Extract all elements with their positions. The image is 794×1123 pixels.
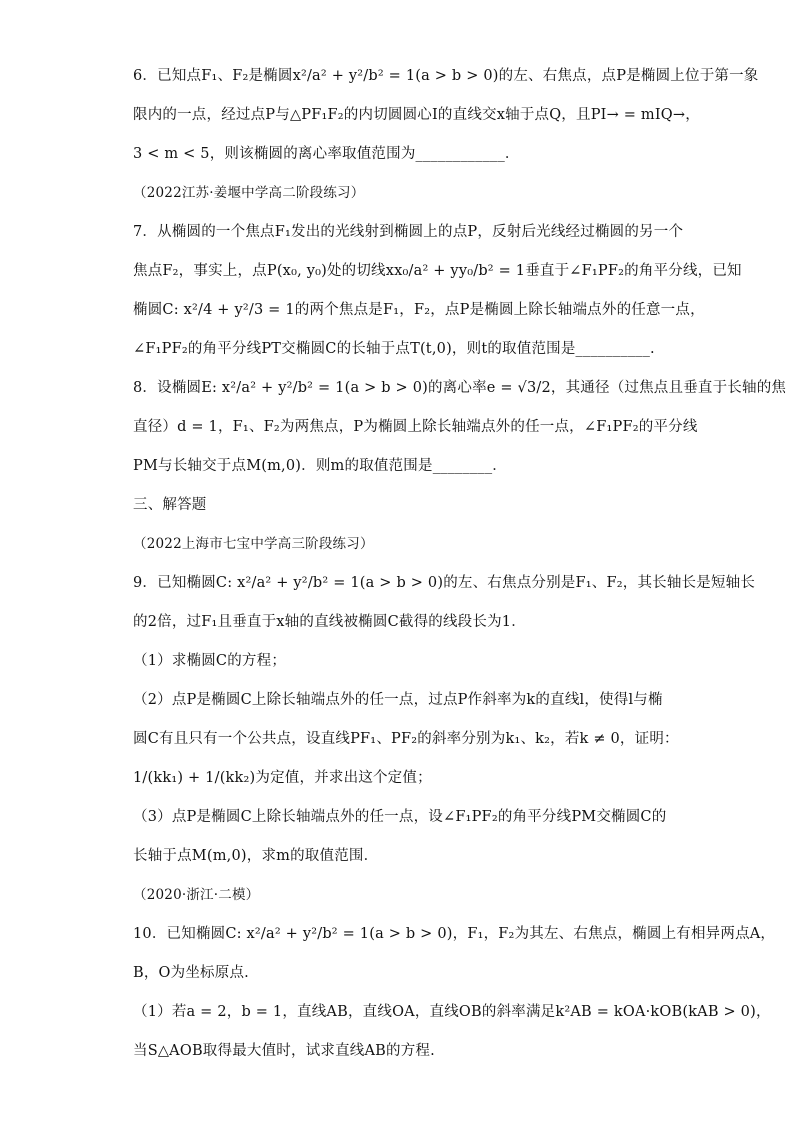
problem-9-line-1: 9．已知椭圆C: x²/a² + y²/b² = 1(a > b > 0)的左、右焦点分别是F₁、F₂，其长轴长是短轴长 bbox=[133, 575, 756, 591]
problem-10-part-1-line-1: （1）若a = 2，b = 1，直线AB，直线OA，直线OB的斜率满足k²AB = kOA·kOB(kAB > 0)， bbox=[133, 1004, 771, 1020]
problem-7-line-3: 椭圆C: x²/4 + y²/3 = 1的两个焦点是F₁，F₂，点P是椭圆上除长轴端点外的任意一点， bbox=[133, 302, 705, 318]
problem-9-part-2-line-2: 圆C有且只有一个公共点，设直线PF₁、PF₂的斜率分别为k₁、k₂，若k ≠ 0，证明： bbox=[133, 731, 679, 747]
problem-6-line-1: 6．已知点F₁、F₂是椭圆x²/a² + y²/b² = 1(a > b > 0)的左、右焦点，点P是椭圆上位于第一象 bbox=[133, 68, 759, 84]
problem-9-part-3-line-2: 长轴于点M(m,0)，求m的取值范围． bbox=[133, 848, 379, 864]
problem-7-line-1: 7．从椭圆的一个焦点F₁发出的光线射到椭圆上的点P，反射后光线经过椭圆的另一个 bbox=[133, 224, 684, 240]
problem-7-line-2: 焦点F₂，事实上，点P(x₀, y₀)处的切线xx₀/a² + yy₀/b² = 1垂直于∠F₁PF₂的角平分线，已知 bbox=[133, 263, 742, 279]
problem-10-part-1-line-2: 当S△AOB取得最大值时，试求直线AB的方程. bbox=[133, 1043, 435, 1059]
section-heading: 三、解答题 bbox=[133, 497, 207, 513]
source-note-7: （2022江苏·姜堰中学高二阶段练习） bbox=[133, 185, 365, 201]
problem-9-line-2: 的2倍，过F₁且垂直于x轴的直线被椭圆C截得的线段长为1． bbox=[133, 614, 526, 630]
problem-9-part-2-line-1: （2）点P是椭圆C上除长轴端点外的任一点，过点P作斜率为k的直线l，使得l与椭 bbox=[133, 692, 663, 708]
source-note-10: （2020·浙江·二模） bbox=[133, 887, 260, 903]
problem-10-line-2: B，O为坐标原点. bbox=[133, 965, 249, 981]
document-content bbox=[133, 62, 787, 1080]
problem-10-line-1: 10．已知椭圆C: x²/a² + y²/b² = 1(a > b > 0)，F₁，F₂为其左、右焦点，椭圆上有相异两点A， bbox=[133, 926, 776, 942]
problem-9-part-1: （1）求椭圆C的方程； bbox=[133, 653, 287, 669]
source-note-9: （2022上海市七宝中学高三阶段练习） bbox=[133, 536, 374, 552]
problem-8-line-2: 直径）d = 1，F₁、F₂为两焦点，P为椭圆上除长轴端点外的任一点，∠F₁PF₂的平分线 bbox=[133, 419, 698, 435]
problem-6-line-2: 限内的一点，经过点P与△PF₁F₂的内切圆圆心I的直线交x轴于点Q，且PI→ = mIQ→， bbox=[133, 107, 700, 123]
problem-8-line-1: 8．设椭圆E: x²/a² + y²/b² = 1(a > b > 0)的离心率e = √3/2，其通径（过焦点且垂直于长轴的焦 bbox=[133, 380, 787, 396]
problem-8-line-3: PM与长轴交于点M(m,0)．则m的取值范围是________． bbox=[133, 458, 507, 474]
problem-9-part-3-line-1: （3）点P是椭圆C上除长轴端点外的任一点，设∠F₁PF₂的角平分线PM交椭圆C的 bbox=[133, 809, 667, 825]
problem-7-line-4: ∠F₁PF₂的角平分线PT交椭圆C的长轴于点T(t,0)，则t的取值范围是__________. bbox=[133, 341, 655, 357]
problem-6-line-3: 3 < m < 5，则该椭圆的离心率取值范围为____________． bbox=[133, 146, 520, 162]
problem-9-part-2-line-3: 1/(kk₁) + 1/(kk₂)为定值，并求出这个定值； bbox=[133, 770, 432, 786]
